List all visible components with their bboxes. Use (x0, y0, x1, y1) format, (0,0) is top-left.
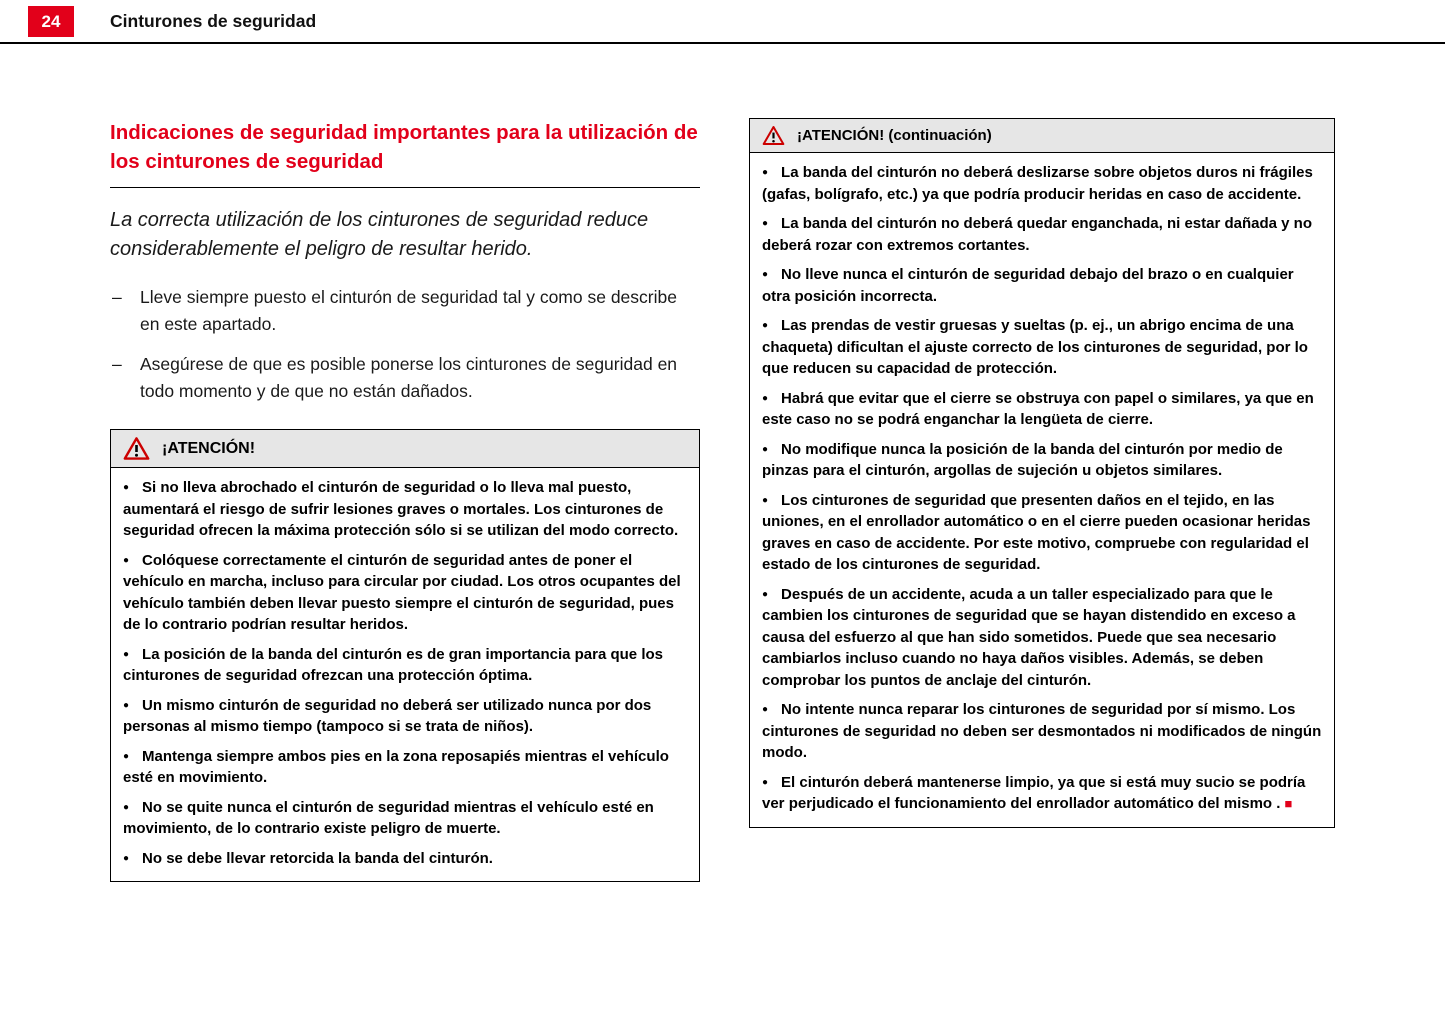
warning-item-text: Habrá que evitar que el cierre se obstruya con papel o similares, ya que en este caso no se podrá enganchar la lengüeta de cierre. (762, 389, 1314, 428)
warning-item-text: La posición de la banda del cinturón es de gran importancia para que los cinturones de seguridad ofrezcan una protección óptima. (123, 645, 663, 684)
warning-item-text: La banda del cinturón no deberá deslizarse sobre objetos duros ni frágiles (gafas, bolígrafo, etc.) ya que podría producir heridas en caso de accidente. (762, 164, 1313, 203)
warning-item (123, 550, 687, 636)
warning-title: ¡ATENCIÓN! (continuación) (797, 127, 992, 144)
dash-item-text: Lleve siempre puesto el cinturón de seguridad tal y como se describe en este apartado. (140, 287, 677, 334)
dash-list (110, 284, 700, 405)
warning-header (750, 119, 1334, 153)
bullet-icon: ● (123, 750, 130, 762)
bullet-icon: ● (123, 699, 130, 711)
right-column (749, 118, 1335, 882)
warning-item (762, 162, 1322, 205)
warning-item (762, 264, 1322, 307)
warning-item-text: Los cinturones de seguridad que presenten daños en el tejido, en las uniones, en el enrollador automático o en el cierre pueden ocasionar heridas graves en caso de accidente. Por este motivo, compruebe con regularidad el estado de los cinturones de seguridad. (762, 491, 1311, 573)
bullet-icon: ● (762, 704, 769, 715)
warning-item (123, 848, 687, 870)
warning-item (762, 315, 1322, 380)
bullet-icon: ● (123, 482, 130, 493)
warning-body (750, 153, 1334, 827)
bullet-icon: ● (762, 588, 769, 600)
warning-item-text: La banda del cinturón no deberá quedar enganchada, ni estar dañada y no deberá rozar con extremos cortantes. (762, 215, 1312, 254)
warning-item (762, 699, 1322, 764)
page-body (110, 118, 1335, 882)
warning-item-text: No intente nunca reparar los cinturones de seguridad por sí mismo. Los cinturones de seguridad no deben ser desmontados ni modificados de ningún modo. (762, 701, 1322, 761)
warning-item-text: Mantenga siempre ambos pies en la zona reposapiés mientras el vehículo esté en movimiento. (123, 747, 669, 786)
warning-item-text: El cinturón deberá mantenerse limpio, ya que si está muy sucio se podría ver perjudicado el funcionamiento del enrollador automático del mismo . (762, 773, 1306, 812)
warning-item-text: Si no lleva abrochado el cinturón de seguridad o lo lleva mal puesto, aumentará el riesgo de sufrir lesiones graves o mortales. Los cinturones de seguridad ofrecen la máxima protección sólo si se utilizan del modo correcto. (123, 479, 679, 539)
warning-item (123, 746, 687, 789)
warning-item-text: Las prendas de vestir gruesas y sueltas (p. ej., un abrigo encima de una chaqueta) dificultan el ajuste correcto de los cinturones de seguridad, por lo que reducen su capacidad de protección. (762, 317, 1308, 377)
warning-item (123, 797, 687, 840)
warning-item (762, 490, 1322, 576)
warning-header (111, 430, 699, 468)
warning-item-text: No se quite nunca el cinturón de seguridad mientras el vehículo esté en movimiento, de lo contrario existe peligro de muerte. (123, 798, 654, 837)
dash-item (110, 351, 700, 405)
bullet-icon: ● (123, 852, 130, 864)
warning-item-text: Después de un accidente, acuda a un taller especializado para que le cambien los cinturones de seguridad que se hayan distendido en exceso a causa del esfuerzo al que han sido sometidos. Puede que sea necesario cambiarlos incluso cuando no haya daños visibles. Además, se deben comprobar los puntos de anclaje del cinturón. (762, 585, 1296, 689)
bullet-icon: ● (762, 269, 769, 280)
warning-item-text: No modifique nunca la posición de la banda del cinturón por medio de pinzas para el cinturón, argollas de sujeción u objetos similares. (762, 440, 1283, 479)
warning-item-text: No se debe llevar retorcida la banda del cinturón. (142, 849, 493, 867)
section-title: Cinturones de seguridad (110, 11, 317, 31)
dash-marker: – (112, 287, 122, 307)
warning-item (123, 644, 687, 687)
safety-heading: Indicaciones de seguridad importantes para la utilización de los cinturones de seguridad (110, 118, 700, 188)
dash-item-text: Asegúrese de que es posible ponerse los cinturones de seguridad en todo momento y de que no están dañados. (140, 354, 678, 401)
warning-triangle-icon (123, 436, 150, 461)
warning-continuation-box (749, 118, 1335, 828)
bullet-icon: ● (762, 776, 769, 788)
section-end-marker: ■ (1284, 796, 1293, 811)
warning-item-text: Un mismo cinturón de seguridad no deberá ser utilizado nunca por dos personas al mismo tiempo (tampoco si se trata de niños). (123, 696, 652, 735)
bullet-icon: ● (123, 801, 130, 813)
bullet-icon: ● (762, 218, 769, 229)
warning-item (762, 584, 1322, 692)
dash-item (110, 284, 700, 338)
dash-marker: – (112, 354, 122, 374)
warning-item (123, 477, 687, 542)
bullet-icon: ● (762, 167, 769, 178)
bullet-icon: ● (123, 648, 130, 660)
bullet-icon: ● (762, 494, 769, 506)
left-column (110, 118, 700, 882)
bullet-icon: ● (762, 320, 769, 331)
bullet-icon: ● (762, 443, 769, 455)
warning-item (123, 695, 687, 738)
warning-item (762, 388, 1322, 431)
warning-title: ¡ATENCIÓN! (162, 439, 256, 457)
warning-triangle-icon (762, 125, 785, 146)
page-number-badge: 24 (28, 6, 74, 37)
header-divider (0, 42, 1445, 44)
warning-item-text: Colóquese correctamente el cinturón de seguridad antes de poner el vehículo en marcha, incluso para circular por ciudad. Los otros ocupantes del vehículo también deben llevar puesto siempre el cinturón de seguridad, pues de lo contrario podrían resultar heridos. (123, 551, 681, 633)
warning-box (110, 429, 700, 882)
warning-item-text: No lleve nunca el cinturón de seguridad debajo del brazo o en cualquier otra posición incorrecta. (762, 266, 1294, 305)
warning-item (762, 439, 1322, 482)
warning-item (762, 213, 1322, 256)
bullet-icon: ● (762, 392, 769, 404)
warning-item (762, 772, 1322, 815)
lead-paragraph: La correcta utilización de los cinturones de seguridad reduce considerablemente el peligro de resultar herido. (110, 209, 649, 260)
warning-body (111, 468, 699, 881)
bullet-icon: ● (123, 554, 130, 566)
